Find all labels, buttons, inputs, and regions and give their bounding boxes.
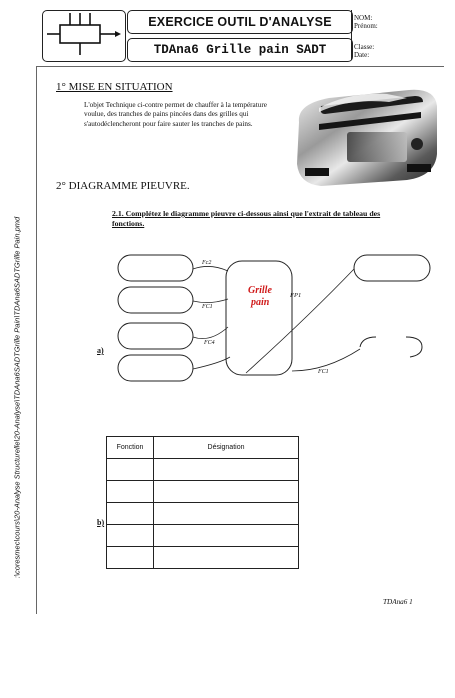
page-title: EXERCICE OUTIL D'ANALYSE xyxy=(127,10,353,34)
external-element-2[interactable] xyxy=(118,287,193,313)
header-divider xyxy=(351,10,352,60)
link-label-fc1-right: FC1 xyxy=(318,369,329,375)
cell-fonction[interactable] xyxy=(107,503,154,525)
link-label-fc1-left: FC1 xyxy=(202,304,213,310)
sadt-box-icon xyxy=(43,11,125,61)
frame-left xyxy=(36,66,37,614)
link-label-fc2: Fc2 xyxy=(202,260,212,266)
octopus-diagram xyxy=(110,245,445,385)
external-element-5[interactable] xyxy=(354,255,430,281)
instruction-text: 2.1. Complétez le diagramme pieuvre ci-dessous ainsi que l'extrait de tableau des fonctions. xyxy=(112,209,381,228)
cell-designation[interactable] xyxy=(154,525,299,547)
sadt-logo xyxy=(42,10,126,62)
center-product xyxy=(226,261,292,375)
cell-designation[interactable] xyxy=(154,547,299,569)
toaster-image xyxy=(289,84,441,188)
label-a: a) xyxy=(97,346,104,355)
external-element-4[interactable] xyxy=(118,355,193,381)
cell-fonction[interactable] xyxy=(107,481,154,503)
link-label-fc4: FC4 xyxy=(204,340,215,346)
cell-designation[interactable] xyxy=(154,459,299,481)
link-label-fp1: FP1 xyxy=(290,292,302,299)
page-subtitle: TDAna6 Grille pain SADT xyxy=(127,38,353,62)
function-table xyxy=(106,436,299,569)
date-label: Date: xyxy=(354,51,370,59)
center-label-line1: Grille xyxy=(248,285,272,296)
label-b: b) xyxy=(97,518,105,527)
nom-label: NOM: xyxy=(354,14,373,22)
cell-fonction[interactable] xyxy=(107,459,154,481)
cell-designation[interactable] xyxy=(154,481,299,503)
external-element-6 xyxy=(360,337,422,357)
prenom-label: Prénom: xyxy=(354,22,378,30)
external-element-1[interactable] xyxy=(118,255,193,281)
cell-fonction[interactable] xyxy=(107,547,154,569)
header-fonction: Fonction xyxy=(107,437,154,459)
section1-title: 1° MISE EN SITUATION xyxy=(56,81,173,93)
classe-label: Classe: xyxy=(354,43,375,51)
frame-top xyxy=(36,66,444,67)
external-element-3[interactable] xyxy=(118,323,193,349)
cell-designation[interactable] xyxy=(154,503,299,525)
section2-title: 2° DIAGRAMME PIEUVRE. xyxy=(56,180,190,192)
section1-text: L'objet Technique ci-contre permet de chauffer à la température voulue, des tranches de pains pincées dans des grilles qui s'autodéclencheront pour faire sauter les tranches de pains. xyxy=(84,101,267,128)
file-path: :\coresmec\cours\20-Analyse Structurelle\20-Analyse\TDAna6SADTGrille Pain\TDAna6SADTGrille Pain.pmd xyxy=(12,216,22,579)
footer-page: TDAna6 1 xyxy=(383,598,413,606)
cell-fonction[interactable] xyxy=(107,525,154,547)
center-label-line2: pain xyxy=(251,297,270,308)
header-designation: Désignation xyxy=(154,437,299,459)
